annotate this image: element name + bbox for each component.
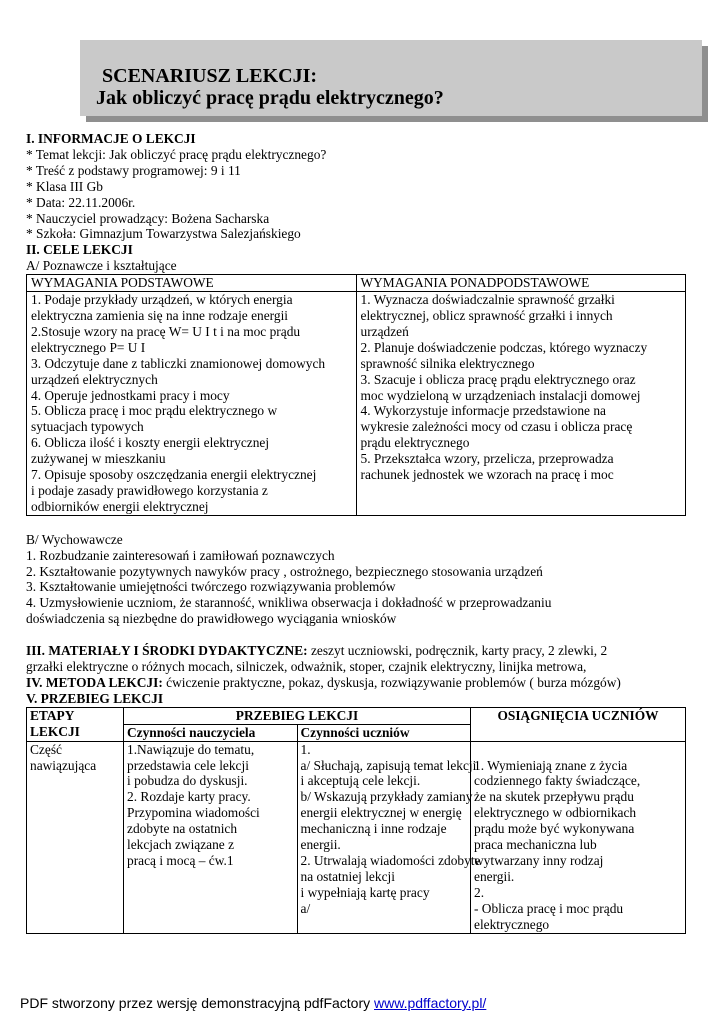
materials-text-2: grzałki elektryczne o różnych mocach, silniczek, odważnik, stoper, czajnik elektryczny, linijka metrowa, <box>26 659 587 675</box>
lesson-info-item: * Szkoła: Gimnazjum Towarzystwa Salezjańskiego <box>26 226 301 242</box>
achievement-line: prądu może być wykonywana <box>474 821 635 837</box>
lesson-info-list <box>26 147 686 242</box>
lesson-stage-row <box>27 741 686 933</box>
student-activity-line: i akceptują cele lekcji. <box>300 773 421 789</box>
stage-header-line-2: LEKCJI <box>30 723 80 739</box>
achievement-line <box>474 742 682 758</box>
educational-goal-item: doświadczenia są niezbędne do prawidłowego wyciągania wniosków <box>26 611 397 627</box>
achievement-line: elektrycznego w odbiornikach <box>474 805 637 821</box>
lesson-course-header: PRZEBIEG LEKCJI <box>124 707 471 724</box>
lesson-info-item: * Klasa III Gb <box>26 178 103 194</box>
basic-requirement-line: odbiorników energii elektrycznej <box>31 498 209 514</box>
basic-requirement-line: zużywanej w mieszkaniu <box>31 451 166 467</box>
student-activities-cell <box>297 741 481 933</box>
method-text: ćwiczenie praktyczne, pokaz, dyskusja, rozwiązywanie problemów ( burza mózgów) <box>162 675 621 690</box>
document-body <box>26 131 686 934</box>
title-banner <box>80 40 702 116</box>
achievement-line: 2. <box>474 884 485 900</box>
basic-requirement-line: 7. Opisuje sposoby oszczędzania energii elektrycznej <box>31 467 317 483</box>
teacher-activity-line: 2. Rozdaje karty pracy. <box>127 789 251 805</box>
advanced-requirement-line: urządzeń <box>360 323 409 339</box>
achievement-line: 1. Wymieniają znane z życia <box>474 757 628 773</box>
document-subtitle: Jak obliczyć pracę prądu elektrycznego? <box>96 87 444 109</box>
advanced-requirement-line: 2. Planuje doświadczenie podczas, którego wyznaczy <box>360 339 648 355</box>
achievement-line: codziennego fakty świadczące, <box>474 773 641 789</box>
student-activity-line: energii elektrycznej w energię <box>300 805 462 821</box>
subsection-b-heading: B/ Wychowawcze <box>26 531 123 547</box>
teacher-activity-line: lekcjach związane z <box>127 837 235 853</box>
teacher-activity-line: i pobudza do dyskusji. <box>127 773 248 789</box>
student-activity-line: a/ <box>300 900 311 916</box>
advanced-requirement-line: rachunek jednostek we wzorach na pracę i moc <box>360 467 614 483</box>
basic-requirement-line: sytuacjach typowych <box>31 419 144 435</box>
stage-header-line-1: ETAPY <box>30 707 75 723</box>
student-activity-line: b/ Wskazują przykłady zamiany <box>300 789 473 805</box>
teacher-activities-header: Czynności nauczyciela <box>124 724 298 741</box>
achievement-line: - Oblicza pracę i moc prądu <box>474 900 624 916</box>
achievement-line: praca mechaniczna lub <box>474 837 597 853</box>
lesson-info-item: * Temat lekcji: Jak obliczyć pracę prądu elektrycznego? <box>26 146 327 162</box>
stage-cell <box>27 741 124 933</box>
achievement-line: elektrycznego <box>474 916 550 932</box>
teacher-activity-line: Przypomina wiadomości <box>127 805 260 821</box>
advanced-requirement-line: sprawność silnika elektrycznego <box>360 355 535 371</box>
teacher-activity-line: pracą i mocą – ćw.1 <box>127 852 234 868</box>
basic-requirement-line: 1. Podaje przykłady urządzeń, w których energia <box>31 292 293 308</box>
student-activity-line: 2. Utrwalają wiadomości zdobyte <box>300 852 481 868</box>
educational-goal-item: 2. Kształtowanie pozytywnych nawyków pracy , ostrożnego, bezpiecznego stosowania urządzeń <box>26 563 543 579</box>
advanced-requirement-line: 3. Szacuje i oblicza pracę prądu elektrycznego oraz <box>360 371 636 387</box>
student-activity-line: energii. <box>300 837 341 853</box>
achievement-line: energii. <box>474 868 515 884</box>
basic-requirement-line: elektrycznego P= U I <box>31 339 146 355</box>
educational-goal-item: 1. Rozbudzanie zainteresowań i zamiłowań poznawczych <box>26 547 335 563</box>
section-3-heading: III. MATERIAŁY I ŚRODKI DYDAKTYCZNE: <box>26 643 308 659</box>
advanced-requirements-header: WYMAGANIA PONADPODSTAWOWE <box>356 275 686 292</box>
achievement-line: że na skutek przepływu prądu <box>474 789 634 805</box>
advanced-requirement-line: wykresie zależności mocy od czasu i oblicza pracę <box>360 419 633 435</box>
basic-requirement-line: urządzeń elektrycznych <box>31 371 158 387</box>
stage-header <box>27 707 124 741</box>
student-activity-line: a/ Słuchają, zapisują temat lekcji <box>300 757 477 773</box>
footer-text: PDF stworzony przez wersję demonstracyjną pdfFactory <box>20 995 375 1011</box>
basic-requirement-line: 5. Oblicza pracę i moc prądu elektrycznego w <box>31 403 278 419</box>
subsection-a-heading: A/ Poznawcze i kształtujące <box>26 258 177 274</box>
section-2-heading: II. CELE LEKCJI <box>26 242 133 258</box>
advanced-requirement-line: 4. Wykorzystuje informacje przedstawione na <box>360 403 606 419</box>
educational-goals-list <box>26 548 686 628</box>
section-5-heading: V. PRZEBIEG LEKCJI <box>26 690 164 706</box>
section-1-heading: I. INFORMACJE O LEKCJI <box>26 131 196 146</box>
student-activity-line: i wypełniają kartę pracy <box>300 884 430 900</box>
lesson-plan-table <box>26 707 686 934</box>
student-activities-header: Czynności uczniów <box>297 724 471 741</box>
materials-paragraph <box>26 643 686 659</box>
document-title: SCENARIUSZ LEKCJI: <box>102 65 318 87</box>
basic-requirement-line: i podaje zasady prawidłowego korzystania z <box>31 482 268 498</box>
method-paragraph <box>26 675 686 691</box>
basic-requirements-cell <box>27 292 357 516</box>
basic-requirement-line: 3. Odczytuje dane z tabliczki znamionowej domowych <box>31 355 326 371</box>
stage-line: Część <box>30 741 62 757</box>
lesson-info-item: * Data: 22.11.2006r. <box>26 194 136 210</box>
advanced-requirement-line: moc wydzieloną w urządzeniach instalacji domowej <box>360 387 641 403</box>
spacer <box>26 516 686 532</box>
student-activity-line: na ostatniej lekcji <box>300 868 395 884</box>
pdf-footer <box>20 995 486 1011</box>
advanced-requirement-line: 5. Przekształca wzory, przelicza, przeprowadza <box>360 451 614 467</box>
pdffactory-link[interactable]: www.pdffactory.pl/ <box>374 995 487 1011</box>
basic-requirement-line: elektryczna zamienia się na inne rodzaje energii <box>31 307 289 323</box>
requirements-table <box>26 274 686 516</box>
achievements-cell <box>471 741 686 933</box>
student-activity-line: mechaniczną i inne rodzaje <box>300 821 447 837</box>
student-activity-line: 1. <box>300 741 311 757</box>
educational-goal-item: 4. Uzmysłowienie uczniom, że staranność, wnikliwa obserwacja i dokładność w przeprowadzaniu <box>26 595 552 611</box>
teacher-activities-cell <box>124 741 298 933</box>
advanced-requirement-line: prądu elektrycznego <box>360 435 470 451</box>
advanced-requirement-line: 1. Wyznacza doświadczalnie sprawność grzałki <box>360 292 615 308</box>
stage-line: nawiązująca <box>30 757 97 773</box>
advanced-requirement-line: elektrycznej, oblicz sprawność grzałki i innych <box>360 307 613 323</box>
educational-goal-item: 3. Kształtowanie umiejętności twórczego rozwiązywania problemów <box>26 579 396 595</box>
section-4-heading: IV. METODA LEKCJI: <box>26 675 163 690</box>
basic-requirements-header: WYMAGANIA PODSTAWOWE <box>27 275 357 292</box>
lesson-info-item: * Treść z podstawy programowej: 9 i 11 <box>26 162 241 178</box>
spacer <box>26 627 686 643</box>
achievements-header: OSIĄGNIĘCIA UCZNIÓW <box>471 707 686 741</box>
teacher-activity-line: przedstawia cele lekcji <box>127 757 249 773</box>
basic-requirement-line: 4. Operuje jednostkami pracy i mocy <box>31 387 230 403</box>
achievement-line: wytwarzany inny rodzaj <box>474 852 604 868</box>
teacher-activity-line: zdobyte na ostatnich <box>127 821 238 837</box>
lesson-info-item: * Nauczyciel prowadzący: Bożena Sacharska <box>26 210 270 226</box>
basic-requirement-line: 2.Stosuje wzory na pracę W= U I t i na moc prądu <box>31 323 301 339</box>
basic-requirement-line: 6. Oblicza ilość i koszty energii elektrycznej <box>31 435 270 451</box>
teacher-activity-line: 1.Nawiązuje do tematu, <box>127 741 255 757</box>
advanced-requirements-cell <box>356 292 686 516</box>
materials-text-1: zeszyt uczniowski, podręcznik, karty pracy, 2 zlewki, 2 <box>307 643 608 659</box>
